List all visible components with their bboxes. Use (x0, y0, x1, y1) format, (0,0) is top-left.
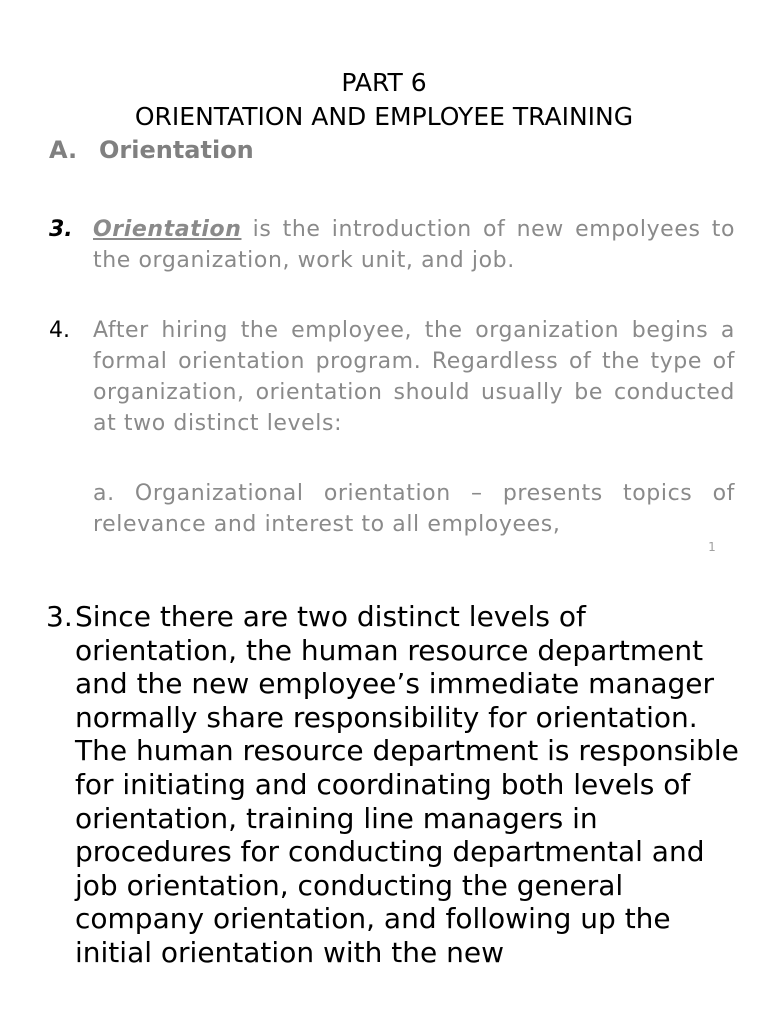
title-line-2: ORIENTATION AND EMPLOYEE TRAINING (134, 102, 634, 131)
definition-text: is the introduction of new empolyees to the organization, work unit, and job. (93, 217, 735, 273)
paragraph-text: Since there are two distinct levels of orientation, the human resource department and the new employee’s immediate manager normally share responsibility for orientation. The human resource department is responsible for initiating and coordinating both levels of orientation, training line managers in procedures for conducting departmental and job orientation, conducting the general company orientation, and following up the initial orientation with the new (75, 600, 739, 969)
slide-title (0, 66, 768, 131)
numbered-paragraph (46, 600, 746, 970)
list-item-number: 3. (49, 217, 73, 242)
definition-term: Orientation (93, 217, 242, 242)
title-line-1: PART 6 (341, 68, 427, 97)
section-letter: A. (49, 136, 78, 164)
section-heading (49, 136, 254, 164)
paragraph-number: 3. (46, 600, 73, 633)
page-number: 1 (708, 540, 716, 554)
list-item-number: 4. (49, 318, 70, 343)
list-item-body: After hiring the employee, the organization begins a formal orientation program. Regardless of the type of organization, orientation should usually be conducted at two distinct levels: (93, 318, 735, 436)
slide-2 (0, 576, 768, 1024)
list-item-4 (49, 315, 735, 439)
sub-item-a: a. Organizational orientation – presents topics of relevance and interest to all employees, (93, 481, 735, 537)
list-item-3 (49, 214, 735, 276)
section-title: Orientation (99, 136, 254, 164)
list-item-body (93, 214, 735, 276)
